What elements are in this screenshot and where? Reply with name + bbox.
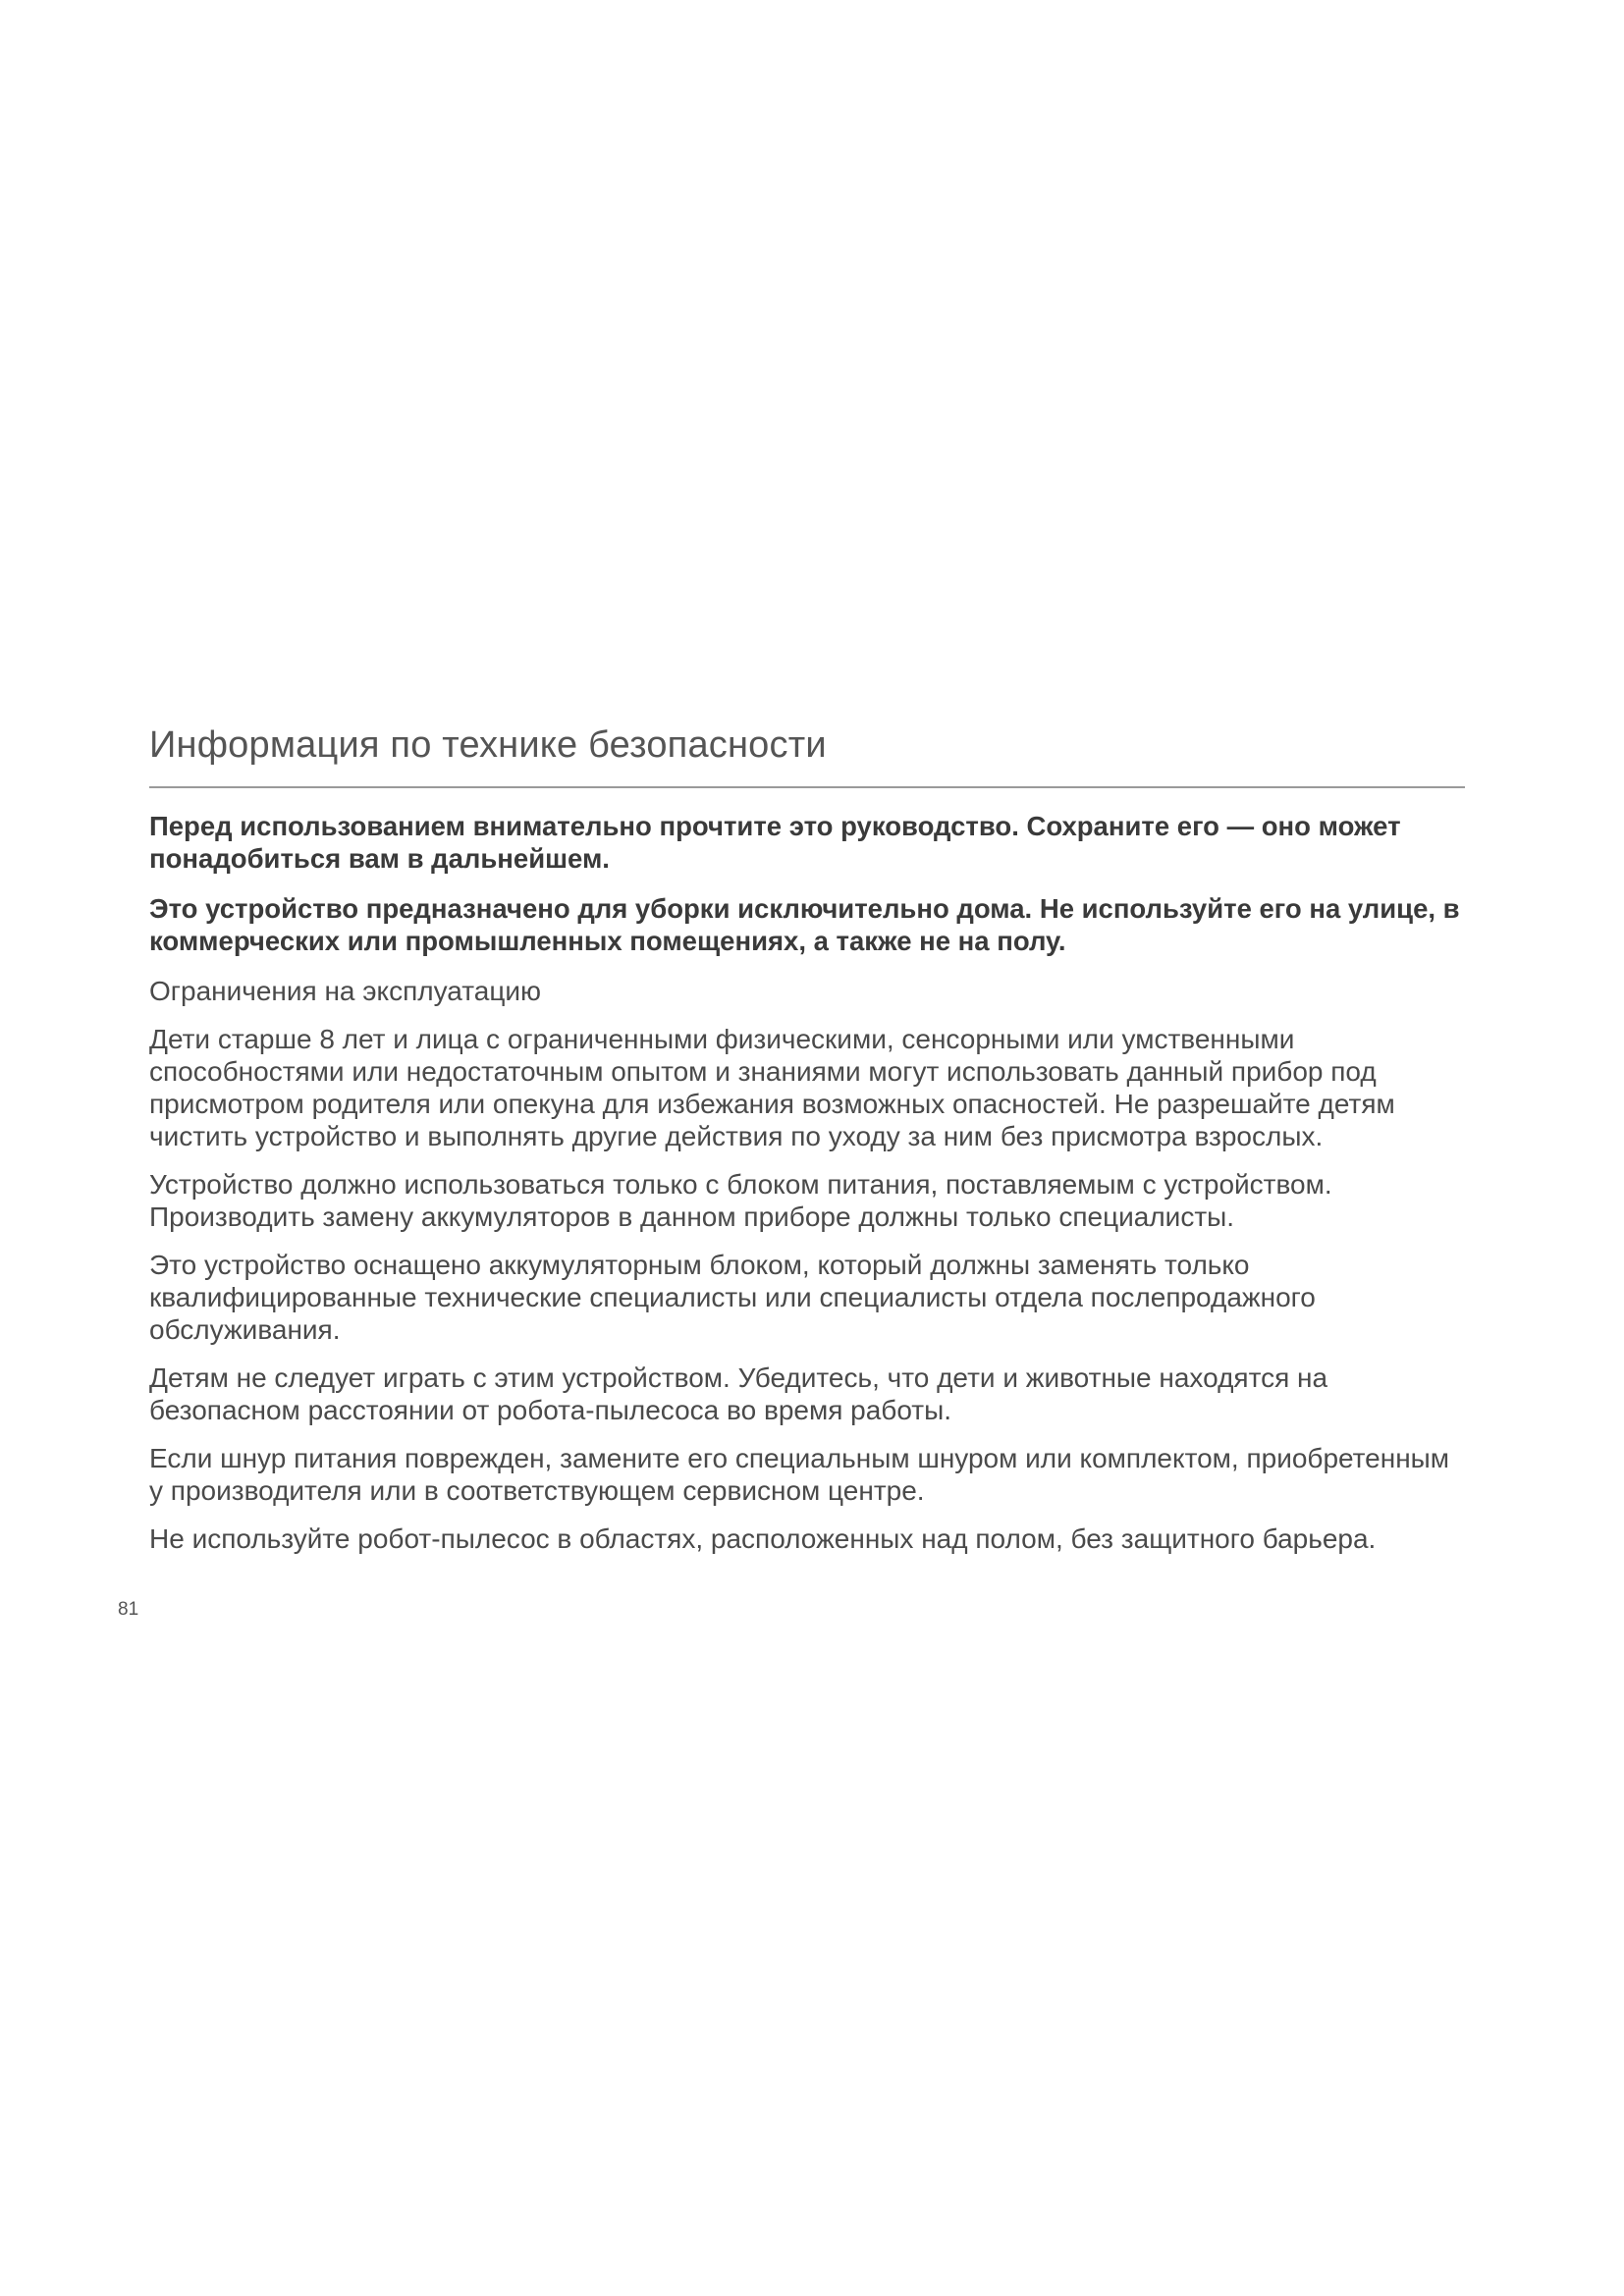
restriction-paragraph-battery: Это устройство оснащено аккумуляторным блоком, который должны заменять только квалифицированные технические специалисты или специалисты отдела послепродажного обслуживания. bbox=[149, 1250, 1316, 1345]
section-title: Информация по технике безопасности bbox=[149, 724, 827, 766]
restriction-paragraph-play: Детям не следует играть с этим устройством. Убедитесь, что дети и животные находятся на безопасном расстоянии от робота-пылесоса во время работы. bbox=[149, 1362, 1328, 1425]
restrictions-heading: Ограничения на эксплуатацию bbox=[149, 976, 542, 1006]
title-divider bbox=[149, 786, 1465, 788]
restriction-paragraph-children: Дети старше 8 лет и лица с ограниченными физическими, сенсорными или умственными способностями или недостаточным опытом и знаниями могут использовать данный прибор под присмотром родителя или опекуна для избежания возможных опасностей. Не разрешайте детям чистить устройство и выполнять другие действия по уходу за ним без присмотра взрослых. bbox=[149, 1024, 1395, 1151]
warning-home-use-only: Это устройство предназначено для уборки исключительно дома. Не используйте его на улице, в коммерческих или промышленных помещениях, а также не на полу. bbox=[149, 893, 1460, 956]
restriction-paragraph-power-supply: Устройство должно использоваться только с блоком питания, поставляемым с устройством. Производить замену аккумуляторов в данном приборе должны только специалисты. bbox=[149, 1169, 1332, 1232]
page-number: 81 bbox=[118, 1599, 139, 1620]
safety-section bbox=[149, 723, 1467, 1571]
restriction-paragraph-power-cord: Если шнур питания поврежден, замените его специальным шнуром или комплектом, приобретенным у производителя или в соответствующем сервисном центре. bbox=[149, 1443, 1450, 1506]
restriction-paragraph-barrier: Не используйте робот-пылесос в областях, расположенных над полом, без защитного барьера. bbox=[149, 1523, 1377, 1554]
warning-read-manual: Перед использованием внимательно прочтите это руководство. Сохраните его — оно может понадобиться вам в дальнейшем. bbox=[149, 811, 1401, 874]
